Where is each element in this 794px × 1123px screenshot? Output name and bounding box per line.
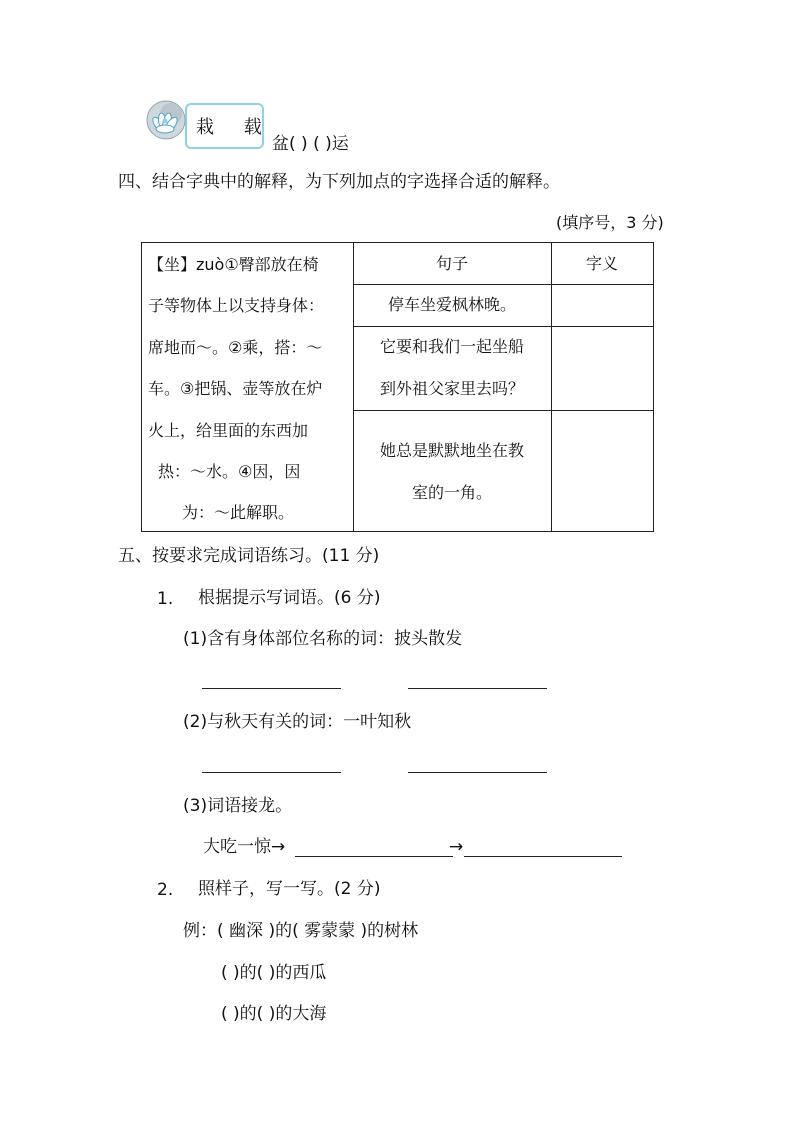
dict-line: 热：～水。④因，因 [158,462,301,481]
chain-blank[interactable] [295,856,453,857]
fill-in-line: 盆( ) ( )运 [272,134,349,154]
example-line: 例：( 幽深 )的( 雾蒙蒙 )的树林 [183,921,419,941]
meaning-answer-cell[interactable] [554,287,650,323]
dict-line: 席地而～。②乘，搭：～ [148,338,323,357]
dict-line: 子等物体上以支持身体： [148,296,325,315]
table-rule [353,284,653,285]
answer-blank[interactable] [408,772,547,773]
meaning-answer-cell[interactable] [554,413,650,528]
dict-line: 为：～此解职。 [182,503,295,522]
column-header-sentence: 句子 [435,254,468,273]
question-2-number: 2. [157,880,174,900]
prompt-3: (3)词语接龙。 [183,796,293,816]
practice-line-watermelon: ( )的( )的西瓜 [221,963,327,983]
answer-blank[interactable] [408,688,547,689]
question-2-title: 照样子，写一写。(2 分) [198,879,381,899]
table-rule [353,326,653,327]
prompt-1: (1)含有身体部位名称的词：披头散发 [183,629,463,649]
column-header-meaning: 字义 [585,254,618,273]
lotus-icon [143,99,189,145]
table-divider [551,243,552,531]
badge-label: 栽 载 [196,117,274,138]
answer-blank[interactable] [202,688,341,689]
sentence-3-line-2: 室的一角。 [411,483,492,502]
dictionary-table [141,242,654,532]
dict-line: 火上，给里面的东西加 [148,421,309,440]
dict-line: 车。③把锅、壶等放在炉 [148,379,323,398]
section-5-title: 五、按要求完成词语练习。(11 分) [118,546,380,566]
sentence-1: 停车坐爱枫林晚。 [387,295,516,314]
sentence-2-line-2: 到外祖父家里去吗？ [379,379,524,398]
chain-blank[interactable] [464,856,622,857]
answer-blank[interactable] [202,772,341,773]
dict-line: 【坐】zuò①臀部放在椅 [148,255,319,274]
practice-line-sea: ( )的( )的大海 [221,1004,327,1024]
prompt-2: (2)与秋天有关的词：一叶知秋 [183,712,412,732]
sentence-2-line-1: 它要和我们一起坐船 [379,337,524,356]
chain-start: 大吃一惊→ [203,837,286,857]
question-1-number: 1. [157,589,174,609]
table-rule [353,410,653,411]
section-4-title: 四、结合字典中的解释，为下列加点的字选择合适的解释。 [118,172,560,192]
section-4-score-note: (填序号，3 分) [556,213,664,232]
meaning-answer-cell[interactable] [554,329,650,407]
sentence-3-line-1: 她总是默默地坐在教 [379,441,524,460]
arrow-icon: → [449,837,464,857]
question-1-title: 根据提示写词语。(6 分) [198,588,381,608]
